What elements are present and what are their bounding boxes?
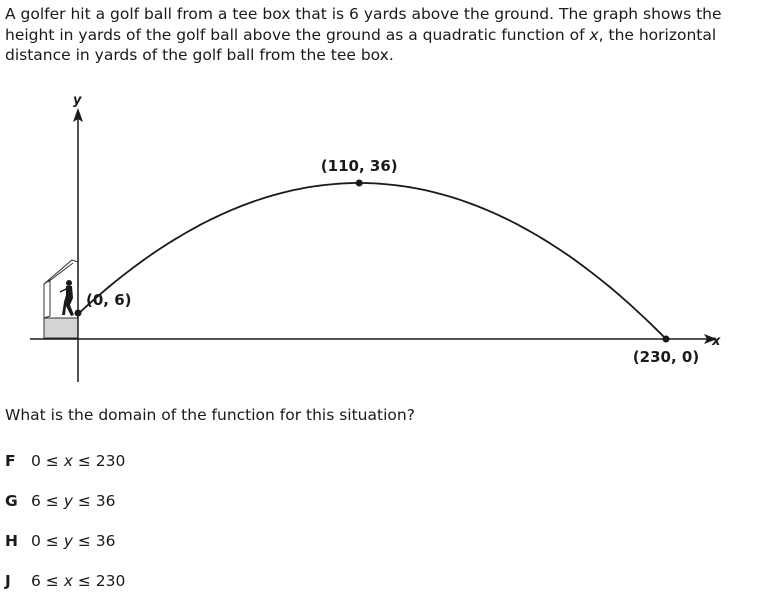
parabola-graph bbox=[0, 85, 762, 390]
tee-box-illustration bbox=[44, 260, 78, 338]
choice-lower-bound: 0 ≤ bbox=[31, 452, 64, 470]
choice-lower-bound: 6 ≤ bbox=[31, 492, 64, 510]
point-marker bbox=[75, 310, 82, 317]
labeled-points bbox=[75, 157, 700, 366]
point-marker bbox=[356, 180, 363, 187]
axes bbox=[30, 93, 721, 382]
y-axis-label: y bbox=[73, 93, 82, 108]
choice-upper-bound: ≤ 36 bbox=[72, 492, 116, 510]
problem-intro bbox=[5, 4, 757, 66]
question-text: What is the domain of the function for this situation? bbox=[5, 406, 415, 424]
point-label: (110, 36) bbox=[320, 157, 398, 175]
choice-lower-bound: 6 ≤ bbox=[31, 572, 64, 590]
golfer-icon bbox=[60, 280, 74, 316]
choice-upper-bound: ≤ 230 bbox=[72, 572, 126, 590]
x-axis-label: x bbox=[712, 334, 721, 349]
choice-letter: F bbox=[5, 452, 16, 470]
choice-j[interactable] bbox=[5, 572, 125, 590]
choice-lower-bound: 0 ≤ bbox=[31, 532, 64, 550]
choice-variable: x bbox=[63, 452, 73, 470]
choice-upper-bound: ≤ 36 bbox=[72, 532, 116, 550]
choice-f[interactable] bbox=[5, 452, 125, 470]
choice-letter: H bbox=[5, 532, 18, 550]
point-label: (0, 6) bbox=[86, 291, 132, 309]
choice-letter: J bbox=[5, 572, 11, 590]
intro-text-1: A golfer hit a golf ball from a tee box that is 6 yards above the ground. The graph shows the height in yards of the golf ball above the ground as a quadratic function of bbox=[5, 5, 722, 44]
parabola-curve bbox=[78, 183, 666, 339]
intro-variable: x bbox=[589, 25, 599, 44]
choice-upper-bound: ≤ 230 bbox=[72, 452, 126, 470]
intro-text-2: , the horizontal distance in yards of the golf ball from the tee box. bbox=[5, 25, 717, 64]
choice-variable: y bbox=[63, 492, 73, 510]
choice-h[interactable] bbox=[5, 532, 115, 550]
choice-letter: G bbox=[5, 492, 18, 510]
point-label: (230, 0) bbox=[632, 348, 700, 366]
choice-variable: y bbox=[63, 532, 73, 550]
choice-variable: x bbox=[63, 572, 73, 590]
point-marker bbox=[663, 336, 670, 343]
choice-g[interactable] bbox=[5, 492, 115, 510]
